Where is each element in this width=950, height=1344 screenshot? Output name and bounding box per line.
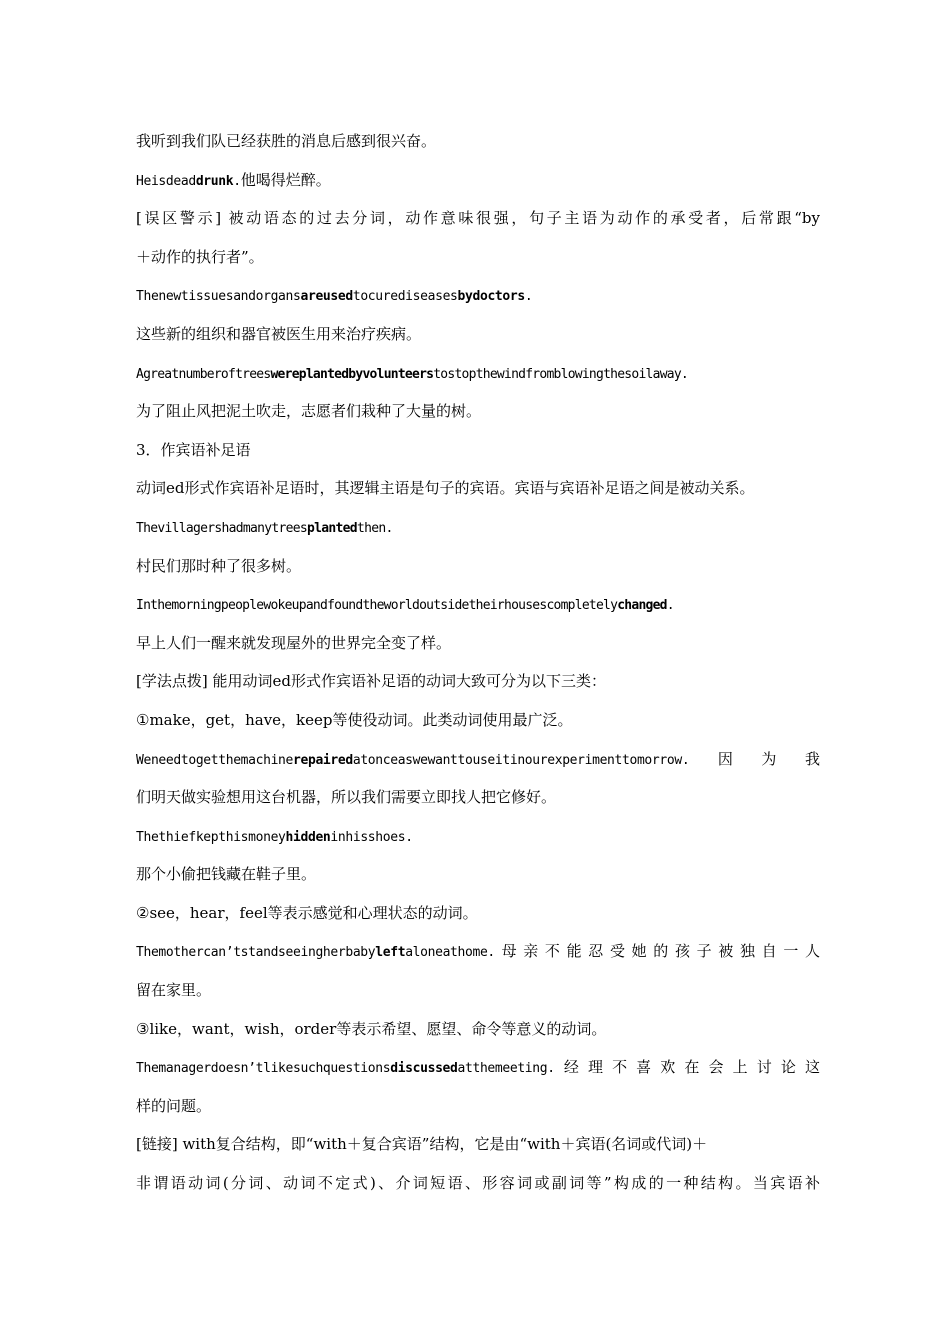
- sentence-text: Thethiefkepthismoney: [136, 829, 286, 845]
- text-line: 为了阻止风把泥土吹走，志愿者们栽种了大量的树。: [136, 402, 482, 421]
- example-sentence: [136, 740, 820, 779]
- bold-term: drunk: [195, 173, 234, 189]
- sentence-text: Agreatnumberoftrees: [136, 366, 271, 382]
- sentence-text: tocurediseases: [352, 289, 458, 305]
- text-line: 3．作宾语补足语: [136, 440, 251, 459]
- bold-term: discussed: [390, 1061, 458, 1077]
- sentence-text: Thenewtissuesandorgans: [136, 289, 301, 305]
- text-line: 非谓语动词(分词、动词不定式)、介词短语、形容词或副词等”构成的一种结构。当宾语补: [136, 1174, 820, 1193]
- example-sentence: [136, 817, 820, 856]
- sentence-text: aloneathome.母亲不能忍受她的孩子被独自一人: [405, 942, 820, 961]
- sentence-text: .他喝得烂醉。: [233, 170, 331, 189]
- text-line: [误区警示] 被动语态的过去分词，动作意味很强，句子主语为动作的承受者，后常跟“by: [136, 209, 820, 228]
- bold-term: planted: [307, 520, 357, 536]
- text-line: [学法点拨] 能用动词ed形式作宾语补足语的动词大致可分为以下三类：: [136, 672, 606, 691]
- example-sentence: [136, 585, 820, 624]
- sentence-text: atonceaswewanttouseitinourexperimenttomorrow.因为我: [352, 749, 820, 768]
- text-line: ②see，hear，feel等表示感觉和心理状态的动词。: [136, 903, 478, 922]
- example-sentence: [136, 161, 820, 200]
- bold-term: bydoctors: [457, 289, 525, 305]
- sentence-text: Inthemorningpeoplewokeupandfoundtheworldoutsidetheirhousescompletely: [136, 598, 618, 614]
- sentence-text: .: [666, 598, 674, 614]
- sentence-text: Weneedtogetthemachine: [136, 752, 294, 768]
- text-line: 这些新的组织和器官被医生用来治疗疾病。: [136, 324, 422, 343]
- document-body: [136, 122, 820, 1203]
- sentence-text: Themothercan’tstandseeingherbaby: [136, 945, 376, 961]
- sentence-text: Themanagerdoesn’tlikesuchquestions: [136, 1061, 391, 1077]
- text-line: ③like，want，wish，order等表示希望、愿望、命令等意义的动词。: [136, 1019, 607, 1038]
- text-line: 样的问题。: [136, 1096, 212, 1115]
- example-sentence: [136, 508, 820, 547]
- sentence-text: atthemeeting.经理不喜欢在会上讨论这: [457, 1058, 820, 1077]
- sentence-text: Thevillagershadmanytrees: [136, 520, 308, 536]
- bold-term: wereplantedbyvolunteers: [270, 366, 434, 382]
- example-sentence: [136, 276, 820, 315]
- text-line: [链接] with复合结构，即“with＋复合宾语”结构，它是由“with＋宾语(名词或代词)＋: [136, 1135, 708, 1154]
- bold-term: changed: [617, 598, 667, 614]
- example-sentence: [136, 1048, 820, 1087]
- sentence-text: tostopthewindfromblowingthesoilaway.: [433, 366, 688, 382]
- text-line: 早上人们一醒来就发现屋外的世界完全变了样。: [136, 633, 452, 652]
- bold-term: repaired: [293, 752, 353, 768]
- example-sentence: [136, 932, 820, 971]
- bold-term: hidden: [285, 829, 331, 845]
- text-line: ＋动作的执行者”。: [136, 247, 264, 266]
- text-line: 我听到我们队已经获胜的消息后感到很兴奋。: [136, 132, 437, 150]
- bold-term: left: [375, 945, 406, 961]
- sentence-text: inhisshoes.: [330, 829, 413, 845]
- text-line: 村民们那时种了很多树。: [136, 556, 302, 575]
- text-line: 那个小偷把钱藏在鞋子里。: [136, 865, 317, 884]
- text-line: 动词ed形式作宾语补足语时，其逻辑主语是句子的宾语。宾语与宾语补足语之间是被动关系。: [136, 479, 755, 498]
- example-sentence: [136, 354, 820, 393]
- text-line: 留在家里。: [136, 981, 212, 1000]
- sentence-text: Heisdead: [136, 173, 196, 189]
- sentence-text: then.: [356, 520, 393, 536]
- bold-term: areused: [300, 289, 353, 305]
- sentence-text: .: [524, 289, 533, 305]
- text-line: ①make，get，have，keep等使役动词。此类动词使用最广泛。: [136, 710, 573, 729]
- text-line: 们明天做实验想用这台机器，所以我们需要立即找人把它修好。: [136, 788, 557, 807]
